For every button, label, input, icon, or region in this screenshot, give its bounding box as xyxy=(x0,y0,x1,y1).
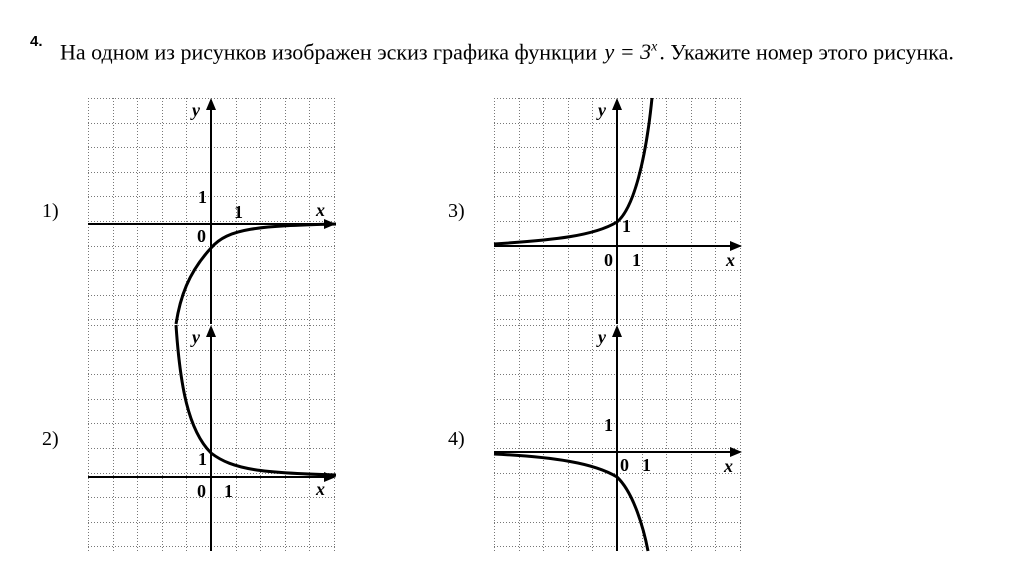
x-axis-label: x xyxy=(316,479,325,499)
y-axis-label: y xyxy=(598,327,606,347)
option-label-4: 4) xyxy=(448,428,465,450)
x-axis-label: x xyxy=(724,456,733,476)
origin-label: 0 xyxy=(620,455,629,475)
origin-label: 0 xyxy=(197,481,206,501)
question-number: 4. xyxy=(30,33,43,50)
y-axis-label: y xyxy=(192,100,200,120)
y-axis-label: y xyxy=(192,327,200,347)
option-label-1: 1) xyxy=(42,200,59,222)
formula-exponent: x xyxy=(651,40,658,55)
question-text-after: . Укажите номер этого рисунка. xyxy=(659,39,954,65)
tick-y-1: 1 xyxy=(604,415,613,435)
tick-x-1: 1 xyxy=(632,250,641,270)
tick-x-1: 1 xyxy=(642,455,651,475)
tick-y-1: 1 xyxy=(198,187,207,207)
origin-label: 0 xyxy=(604,250,613,270)
y-axis-label: y xyxy=(598,100,606,120)
question-text xyxy=(30,30,990,70)
graph-option-1 xyxy=(88,98,338,324)
y-axis-arrow xyxy=(612,325,622,337)
function-formula xyxy=(604,39,657,64)
tick-x-1: 1 xyxy=(234,202,243,222)
option-label-3: 3) xyxy=(448,200,465,222)
x-axis-label: x xyxy=(726,250,735,270)
formula-base: y = 3 xyxy=(604,39,652,65)
y-axis-arrow xyxy=(206,98,216,110)
tick-y-1: 1 xyxy=(622,216,631,236)
origin-label: 0 xyxy=(197,226,206,246)
graph-option-2 xyxy=(88,325,338,551)
graph-option-4 xyxy=(494,325,744,551)
tick-x-1: 1 xyxy=(224,481,233,501)
graph-option-3 xyxy=(494,98,744,324)
y-axis-arrow xyxy=(612,98,622,110)
question-text-before: На одном из рисунков изображен эскиз графика функции xyxy=(60,39,597,65)
x-axis-label: x xyxy=(316,200,325,220)
option-label-2: 2) xyxy=(42,428,59,450)
y-axis-arrow xyxy=(206,325,216,337)
tick-y-1: 1 xyxy=(198,449,207,469)
